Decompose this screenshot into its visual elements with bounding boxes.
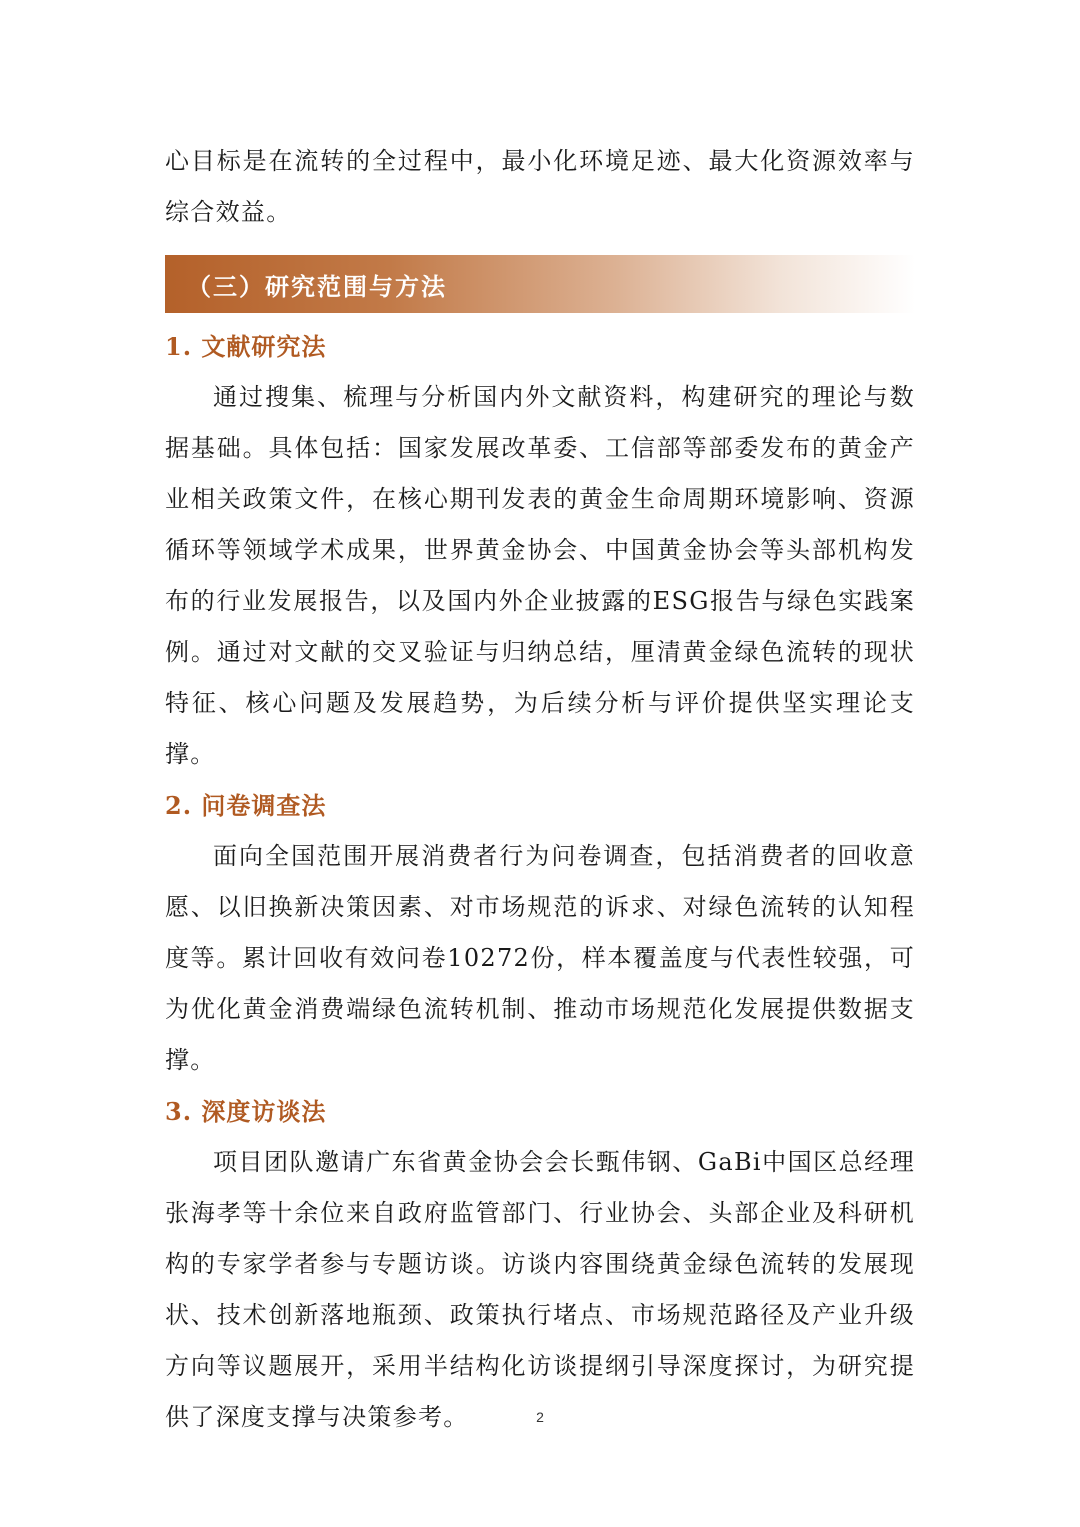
method-heading-interview: 3. 深度访谈法 — [165, 1097, 327, 1126]
section-header-bar — [165, 255, 915, 313]
section-title: （三）研究范围与方法 — [187, 271, 447, 301]
method-body-literature: 通过搜集、梳理与分析国内外文献资料，构建研究的理论与数据基础。具体包括：国家发展改革委、工信部等部委发布的黄金产业相关政策文件，在核心期刊发表的黄金生命周期环境影响、资源循环等领域学术成果，世界黄金协会、中国黄金协会等头部机构发布的行业发展报告，以及国内外企业披露的ESG报告与绿色实践案例。通过对文献的交叉验证与归纳总结，厘清黄金绿色流转的现状特征、核心问题及发展趋势，为后续分析与评价提供坚实理论支撑。 — [165, 383, 915, 768]
method-body-survey: 面向全国范围开展消费者行为问卷调查，包括消费者的回收意愿、以旧换新决策因素、对市场规范的诉求、对绿色流转的认知程度等。累计回收有效问卷10272份，样本覆盖度与代表性较强，可为优化黄金消费端绿色流转机制、推动市场规范化发展提供数据支撑。 — [165, 842, 915, 1074]
method-heading-literature: 1. 文献研究法 — [165, 332, 327, 361]
method-body-interview: 项目团队邀请广东省黄金协会会长甄伟钢、GaBi中国区总经理张海孝等十余位来自政府监管部门、行业协会、头部企业及科研机构的专家学者参与专题访谈。访谈内容围绕黄金绿色流转的发展现状、技术创新落地瓶颈、政策执行堵点、市场规范路径及产业升级方向等议题展开，采用半结构化访谈提纲引导深度探讨，为研究提供了深度支撑与决策参考。 — [165, 1148, 915, 1431]
page-number: 2 — [536, 1409, 544, 1425]
intro-paragraph: 心目标是在流转的全过程中，最小化环境足迹、最大化资源效率与综合效益。 — [165, 147, 915, 226]
page-content — [165, 136, 915, 1443]
method-heading-survey: 2. 问卷调查法 — [165, 791, 327, 820]
